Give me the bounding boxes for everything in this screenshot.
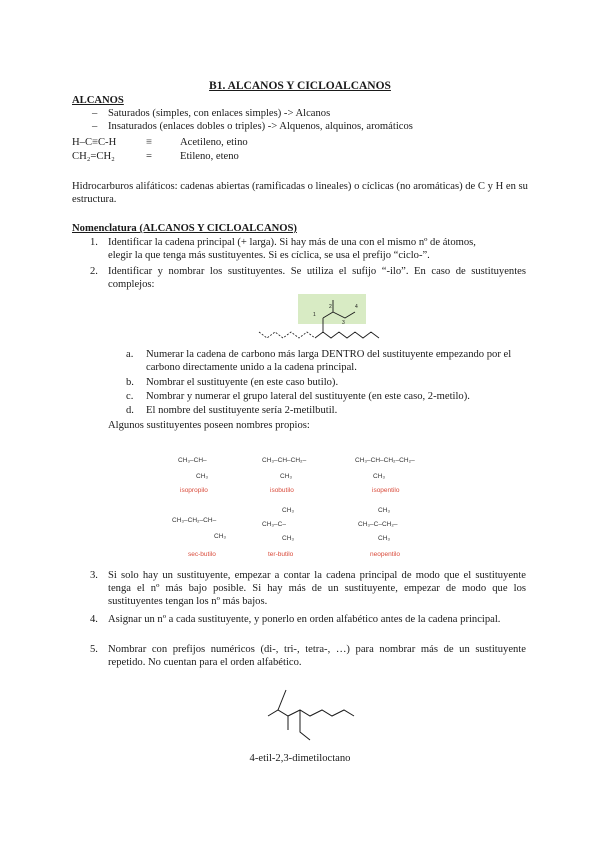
label-isopentilo: isopentilo	[372, 487, 400, 494]
double-bond-symbol: =	[146, 151, 152, 162]
step-number: 4.	[90, 614, 98, 625]
formula-neopentilo: CH₃–C–CH₂–	[358, 521, 398, 528]
step-2-text: Identificar y nombrar los sustituyentes. Se utiliza el sufijo “-ilo”. En caso de sustituyentes complejos:	[108, 266, 526, 290]
formula-isopentilo-branch: CH₃	[373, 473, 386, 480]
bullet-insaturados: Insaturados (enlaces dobles o triples) -> Alquenos, alquinos, aromáticos	[108, 121, 413, 132]
methyl-branch	[278, 690, 286, 710]
example-compound-name: 4-etil-2,3-dimetiloctano	[249, 753, 351, 764]
formula-etileno: CH₂=CH₂	[72, 151, 115, 162]
substep-marker: a.	[126, 349, 134, 360]
formula-neopentilo-top: CH₃	[378, 507, 391, 514]
carbon-number-label: 1	[313, 312, 316, 318]
main-chain	[315, 332, 379, 338]
step-1-line-1: Identificar la cadena principal (+ larga). Si hay más de una con el mismo nº de átomos,	[108, 237, 476, 248]
formula-isopentilo: CH₃–CH–CH₂–CH₂–	[355, 457, 415, 464]
special-names-intro: Algunos sustituyentes poseen nombres propios:	[108, 420, 310, 431]
step-number: 2.	[90, 266, 98, 277]
main-chain	[268, 710, 354, 716]
main-chain-dashed	[259, 332, 315, 338]
label-neopentilo: neopentilo	[370, 551, 400, 558]
carbon-number-label: 2	[329, 304, 332, 310]
step-1-line-2: elegir la que tenga más sustituyentes. Si es cíclica, se usa el prefijo “ciclo-”.	[108, 250, 430, 261]
step-number: 5.	[90, 644, 98, 655]
formula-ter-butilo-branch: CH₃	[282, 535, 295, 542]
step-4-text: Asignar un nº a cada sustituyente, y ponerlo en orden alfabético antes de la cadena principal.	[108, 614, 501, 625]
section-heading-alcanos: ALCANOS	[72, 95, 124, 106]
page-title: B1. ALCANOS Y CICLOALCANOS	[209, 80, 391, 92]
name-acetileno: Acetileno, etino	[180, 137, 248, 148]
formula-sec-butilo-branch: CH₃	[214, 533, 227, 540]
substep-marker: c.	[126, 391, 134, 402]
step-3-text: Si solo hay un sustituyente, empezar a contar la cadena principal de modo que el sustituyente tenga el nº más bajo posible. Si hay más de un sustituyente, empezar de modo que los sustituyentes tengan los nº más bajos.	[108, 570, 526, 607]
name-etileno: Etileno, eteno	[180, 151, 239, 162]
formula-isopropilo-branch: CH₃	[196, 473, 209, 480]
formula-isobutilo: CH₃–CH–CH₂–	[262, 457, 307, 464]
bullet-dash: –	[92, 121, 98, 132]
step-number: 3.	[90, 570, 98, 581]
step-5-text: Nombrar con prefijos numéricos (di-, tri-, tetra-, …) para nombrar más de un sustituyente repetido. No cuentan para el orden alfabético.	[108, 644, 526, 668]
formula-isopropilo: CH₃–CH–	[178, 457, 207, 464]
substituent-structure-diagram	[255, 294, 385, 348]
substep-marker: b.	[126, 377, 134, 388]
substep-c: Nombrar y numerar el grupo lateral del sustituyente (en este caso, 2-metilo).	[146, 391, 470, 402]
formula-ter-butilo: CH₃–C–	[262, 521, 286, 528]
bullet-dash: –	[92, 108, 98, 119]
label-isobutilo: isobutilo	[270, 487, 294, 494]
skeletal-formula-diagram	[262, 684, 372, 748]
substep-d: El nombre del sustituyente sería 2-metilbutil.	[146, 405, 338, 416]
substep-b: Nombrar el sustituyente (en este caso butilo).	[146, 377, 339, 388]
formula-isobutilo-branch: CH₃	[280, 473, 293, 480]
formula-acetileno: H–C≡C-H	[72, 137, 117, 148]
step-number: 1.	[90, 237, 98, 248]
carbon-number-label: 4	[355, 304, 358, 310]
formula-ter-butilo-top: CH₃	[282, 507, 295, 514]
triple-bond-symbol: ≡	[146, 137, 152, 148]
section-heading-nomenclatura: Nomenclatura (ALCANOS Y CICLOALCANOS)	[72, 223, 297, 234]
label-ter-butilo: ter-butilo	[268, 551, 294, 558]
label-sec-butilo: sec-butilo	[188, 551, 216, 558]
substep-marker: d.	[126, 405, 134, 416]
formula-neopentilo-branch: CH₃	[378, 535, 391, 542]
substep-a: Numerar la cadena de carbono más larga DENTRO del sustituyente empezando por el carbono directamente unido a la cadena principal.	[146, 349, 512, 373]
label-isopropilo: isopropilo	[180, 487, 208, 494]
bullet-saturados: Saturados (simples, con enlaces simples) -> Alcanos	[108, 108, 331, 119]
formula-sec-butilo: CH₃–CH₂–CH–	[172, 517, 217, 524]
ethyl-branch	[300, 710, 310, 740]
carbon-number-label: 3	[342, 320, 345, 326]
definition-paragraph: Hidrocarburos alifáticos: cadenas abiertas (ramificadas o lineales) o cíclicas (no aromáticas) de C y H en su estructura.	[72, 181, 528, 205]
